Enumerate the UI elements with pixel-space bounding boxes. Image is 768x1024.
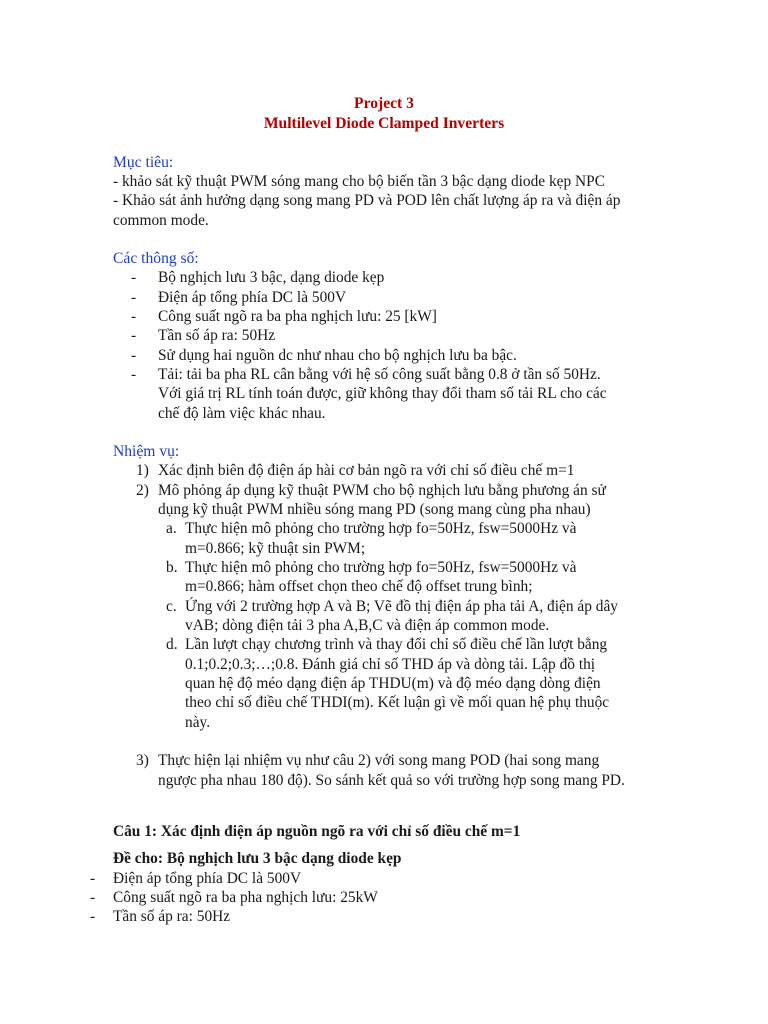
list-item: Sử dụng hai nguồn dc như nhau cho bộ nghịch lưu ba bậc. xyxy=(158,347,517,364)
numbered-marker: 1) xyxy=(136,462,149,479)
sub-item: Thực hiện mô phỏng cho trường hợp fo=50Hz, fsw=5000Hz và xyxy=(185,559,577,576)
nhiem-vu-heading: Nhiệm vụ: xyxy=(113,443,180,460)
list-marker: - xyxy=(90,870,96,887)
list-marker: - xyxy=(131,289,137,306)
numbered-item: Xác định biên độ điện áp hài cơ bản ngõ ra với chỉ số điều chế m=1 xyxy=(158,462,575,479)
numbered-item-continued: dụng kỹ thuật PWM nhiều sóng mang PD (song mang cùng pha nhau) xyxy=(158,501,591,518)
numbered-marker: 3) xyxy=(136,752,149,769)
sub-item: Lần lượt chạy chương trình và thay đổi chỉ số điều chế lần lượt bằng xyxy=(185,636,608,653)
list-marker: - xyxy=(131,366,137,383)
numbered-item: Thực hiện lại nhiệm vụ như câu 2) với song mang POD (hai song mang xyxy=(158,752,600,769)
list-item: Tần số áp ra: 50Hz xyxy=(158,327,276,344)
muc-tieu-heading: Mục tiêu: xyxy=(113,154,174,171)
numbered-item: Mô phỏng áp dụng kỹ thuật PWM cho bộ nghịch lưu bằng phương án sử xyxy=(158,482,606,499)
sub-marker: d. xyxy=(166,636,178,653)
sub-marker: c. xyxy=(166,598,177,615)
sub-item-continued: quan hệ độ méo dạng điện áp THDU(m) và độ méo dạng dòng điện xyxy=(185,675,601,692)
muc-tieu-line: - khảo sát kỹ thuật PWM sóng mang cho bộ biến tần 3 bậc dạng diode kẹp NPC xyxy=(113,173,605,190)
list-marker: - xyxy=(131,327,137,344)
list-marker: - xyxy=(90,889,96,906)
sub-item-continued: này. xyxy=(185,714,211,731)
list-item: Điện áp tổng phía DC là 500V xyxy=(158,289,347,306)
sub-item: Thực hiện mô phỏng cho trường hợp fo=50Hz, fsw=5000Hz và xyxy=(185,520,577,537)
project-title: Project 3 xyxy=(354,95,414,112)
muc-tieu-line: common mode. xyxy=(113,212,209,229)
sub-item-continued: m=0.866; kỹ thuật sin PWM; xyxy=(185,540,366,557)
list-item-continued: chế độ làm việc khác nhau. xyxy=(158,405,326,422)
sub-item: Ứng với 2 trường hợp A và B; Vẽ đồ thị điện áp pha tải A, điện áp dây xyxy=(185,598,618,615)
numbered-marker: 2) xyxy=(136,482,149,499)
sub-marker: a. xyxy=(166,520,177,537)
sub-item-continued: theo chỉ số điều chế THDI(m). Kết luận gì về mối quan hệ phụ thuộc xyxy=(185,694,610,711)
muc-tieu-line: - Khảo sát ảnh hưởng dạng song mang PD và POD lên chất lượng áp ra và điện áp xyxy=(113,192,621,209)
cau1-heading: Câu 1: Xác định điện áp nguồn ngõ ra với chỉ số điều chế m=1 xyxy=(113,823,521,840)
list-item: Bộ nghịch lưu 3 bậc, dạng diode kẹp xyxy=(158,269,385,286)
list-item: Công suất ngõ ra ba pha nghịch lưu: 25kW xyxy=(113,889,378,906)
de-cho-heading: Đề cho: Bộ nghịch lưu 3 bậc dạng diode kẹp xyxy=(113,850,402,867)
cac-thong-so-heading: Các thông số: xyxy=(113,250,199,267)
sub-item-continued: 0.1;0.2;0.3;…;0.8. Đánh giá chỉ số THD áp và dòng tải. Lập đồ thị xyxy=(185,656,596,673)
sub-marker: b. xyxy=(166,559,178,576)
list-marker: - xyxy=(131,347,137,364)
list-marker: - xyxy=(131,269,137,286)
list-marker: - xyxy=(131,308,137,325)
project-subtitle: Multilevel Diode Clamped Inverters xyxy=(263,115,505,132)
sub-item-continued: m=0.866; hàm offset chọn theo chế độ offset trung bình; xyxy=(185,578,533,595)
list-item-continued: Với giá trị RL tính toán được, giữ không thay đổi tham số tải RL cho các xyxy=(158,385,607,402)
numbered-item-continued: ngược pha nhau 180 độ). So sánh kết quả so với trường hợp song mang PD. xyxy=(158,772,625,789)
list-item: Điện áp tổng phía DC là 500V xyxy=(113,870,302,887)
list-item: Tải: tải ba pha RL cân bằng với hệ số công suất bằng 0.8 ở tần số 50Hz. xyxy=(158,366,601,383)
sub-item-continued: vAB; dòng điện tải 3 pha A,B,C và điện áp common mode. xyxy=(185,617,550,634)
list-item: Tần số áp ra: 50Hz xyxy=(113,908,231,925)
list-marker: - xyxy=(90,908,96,925)
list-item: Công suất ngõ ra ba pha nghịch lưu: 25 [kW] xyxy=(158,308,437,325)
